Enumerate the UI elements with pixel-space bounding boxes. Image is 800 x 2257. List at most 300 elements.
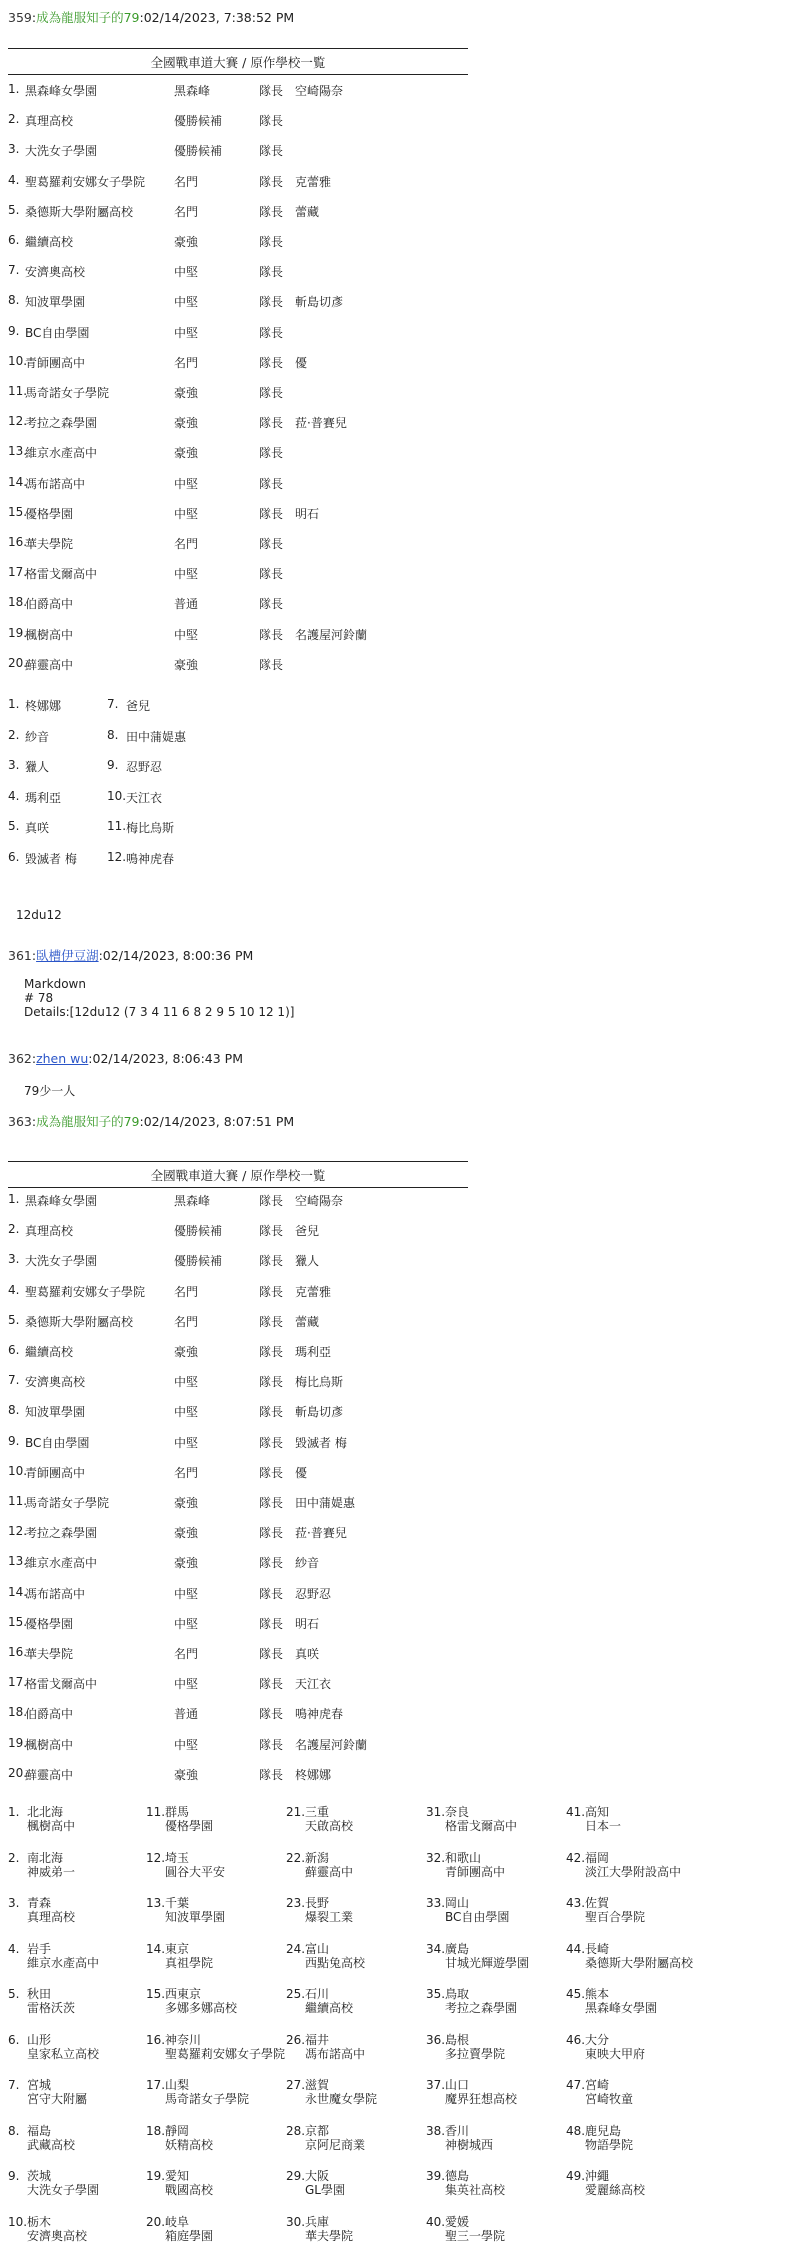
prefecture-school: 馮布諾高中 xyxy=(305,2046,366,2061)
post-time: :02/14/2023, 8:00:36 PM xyxy=(98,948,254,963)
captain-label: 隊長 xyxy=(259,1526,284,1541)
post-author[interactable]: zhen wu xyxy=(36,1051,89,1066)
row-index: 16. xyxy=(8,535,28,549)
row-index: 6. xyxy=(8,1343,20,1357)
captain-label: 隊長 xyxy=(259,537,284,551)
school-tier: 豪強 xyxy=(174,386,199,400)
prefecture-school: 永世魔女學院 xyxy=(305,2092,378,2106)
prefecture-school: 日本一 xyxy=(585,1819,622,1833)
school-name: 真理高校 xyxy=(25,114,74,129)
prefecture-index: 33. xyxy=(426,1896,446,1910)
school-tier: 優勝候補 xyxy=(174,144,223,159)
row-index: 5. xyxy=(8,202,20,217)
school-tier: 名門 xyxy=(174,204,199,219)
captain-label: 隊長 xyxy=(259,1556,284,1571)
row-index: 4. xyxy=(8,1282,20,1297)
prefecture-name: 富山 xyxy=(305,1941,330,1956)
prefecture-index: 43. xyxy=(566,1896,586,1910)
row-index: 15. xyxy=(8,504,28,519)
school-tier: 中堅 xyxy=(174,476,199,491)
prefecture-name: 香川 xyxy=(445,2123,470,2138)
captain-label: 隊長 xyxy=(259,1767,284,1782)
prefecture-index: 6. xyxy=(8,2032,20,2047)
prefecture-name: 廣島 xyxy=(445,1941,470,1956)
prefecture-index: 21. xyxy=(286,1805,306,1819)
captain-name: 優 xyxy=(295,355,308,370)
school-name: 華夫學院 xyxy=(25,537,74,551)
school-tier: 優勝候補 xyxy=(174,1224,223,1239)
prefecture-index: 23. xyxy=(286,1896,306,1910)
dice-count: # 78 xyxy=(24,991,54,1005)
post-number: 359 xyxy=(8,10,32,25)
prefecture-name: 島根 xyxy=(445,2032,470,2047)
prefecture-name: 北北海 xyxy=(27,1805,64,1819)
prefecture-name: 石川 xyxy=(305,1987,330,2001)
prefecture-index: 37. xyxy=(426,2078,446,2092)
prefecture-index: 31. xyxy=(426,1805,446,1819)
captain-name: 鳴神虎春 xyxy=(295,1707,344,1722)
post-361-header: 361:臥槽伊豆湖:02/14/2023, 8:00:36 PM xyxy=(8,948,254,963)
prefecture-school: 神樹城西 xyxy=(445,2137,494,2152)
table-2-title: 全國戰車道大賽 / 原作學校一覧 xyxy=(8,1161,468,1188)
school-tier: 豪強 xyxy=(174,1556,199,1571)
school-name: 馬奇諾女子學院 xyxy=(25,386,110,400)
prefecture-school: 武藏高校 xyxy=(27,2137,76,2152)
row-index: 14. xyxy=(8,1584,28,1599)
row-index: 10. xyxy=(8,1463,28,1478)
prefecture-index: 13. xyxy=(146,1896,166,1910)
school-tier: 中堅 xyxy=(174,627,199,642)
row-index: 20. xyxy=(8,655,28,670)
school-name: 大洗女子學園 xyxy=(25,144,98,159)
prefecture-index: 36. xyxy=(426,2032,446,2047)
row-index: 13. xyxy=(8,1554,28,1569)
prefecture-school: 安濟奧高校 xyxy=(27,2228,88,2243)
prefecture-index: 14. xyxy=(146,1941,166,1956)
prefecture-school: 天啟高校 xyxy=(305,1819,354,1833)
prefecture-school: 格雷戈爾高中 xyxy=(445,1819,518,1833)
row-index: 11. xyxy=(8,1494,28,1508)
captain-name: 爸兒 xyxy=(295,1224,320,1239)
extra-index: 3. xyxy=(8,758,20,772)
extra-name: 柊娜娜 xyxy=(25,699,62,713)
prefecture-school: 青師團高中 xyxy=(445,1864,506,1879)
school-name: 知波單學園 xyxy=(25,1405,86,1420)
school-name: 黑森峰女學園 xyxy=(25,84,98,98)
row-index: 19. xyxy=(8,1735,28,1750)
captain-label: 隊長 xyxy=(259,1707,284,1722)
school-tier: 豪強 xyxy=(174,1496,199,1510)
prefecture-name: 山形 xyxy=(27,2032,52,2047)
captain-name: 菈·普賽兒 xyxy=(295,1526,347,1541)
prefecture-name: 大阪 xyxy=(305,2169,330,2183)
captain-label: 隊長 xyxy=(259,114,284,129)
row-index: 17. xyxy=(8,565,28,580)
school-tier: 名門 xyxy=(174,1284,199,1299)
school-tier: 中堅 xyxy=(174,1375,199,1390)
school-tier: 優勝候補 xyxy=(174,114,223,129)
school-name: 黑森峰女學園 xyxy=(25,1194,98,1208)
prefecture-school: 聖葛羅莉安娜女子學院 xyxy=(165,2046,286,2061)
extra-name: 紗音 xyxy=(25,729,50,744)
school-tier: 豪強 xyxy=(174,1345,199,1359)
school-name: 伯爵高中 xyxy=(25,597,74,612)
prefecture-index: 16. xyxy=(146,2032,166,2047)
prefecture-name: 愛媛 xyxy=(445,2214,470,2229)
prefecture-school: 甘城光輝遊學園 xyxy=(445,1955,530,1970)
prefecture-index: 8. xyxy=(8,2123,20,2138)
prefecture-index: 11. xyxy=(146,1805,166,1819)
extra-name: 梅比烏斯 xyxy=(126,821,175,835)
row-index: 13. xyxy=(8,444,28,459)
prefecture-name: 德島 xyxy=(445,2169,470,2183)
extra-index: 1. xyxy=(8,697,20,711)
school-tier: 名門 xyxy=(174,537,199,551)
prefecture-index: 40. xyxy=(426,2214,446,2229)
captain-label: 隊長 xyxy=(259,1194,284,1208)
prefecture-index: 47. xyxy=(566,2078,586,2092)
post-time: :02/14/2023, 7:38:52 PM xyxy=(139,10,295,25)
captain-name: 空崎陽奈 xyxy=(295,1194,344,1208)
prefecture-name: 長野 xyxy=(305,1896,330,1910)
dice-format: Markdown xyxy=(24,977,86,991)
captain-label: 隊長 xyxy=(259,1405,284,1420)
prefecture-name: 奈良 xyxy=(445,1805,470,1819)
prefecture-name: 群馬 xyxy=(165,1805,190,1819)
dice-details: Details:[12du12 (7 3 4 11 6 8 2 9 5 10 12 1)] xyxy=(24,1005,295,1019)
captain-name: 名護屋河鈴蘭 xyxy=(295,1737,368,1752)
captain-name: 明石 xyxy=(295,506,320,521)
extra-name: 毀滅者 梅 xyxy=(25,851,77,866)
captain-label: 隊長 xyxy=(259,1647,284,1661)
school-name: 伯爵高中 xyxy=(25,1707,74,1722)
prefecture-name: 山梨 xyxy=(165,2078,190,2092)
captain-name: 天江衣 xyxy=(295,1677,332,1692)
school-name: 聖葛羅莉安娜女子學院 xyxy=(25,174,146,189)
school-tier: 豪強 xyxy=(174,446,199,461)
school-tier: 中堅 xyxy=(174,1435,199,1450)
row-index: 16. xyxy=(8,1645,28,1659)
prefecture-index: 10. xyxy=(8,2214,28,2229)
school-tier: 普通 xyxy=(174,597,199,612)
school-name: BC自由學園 xyxy=(25,1435,90,1450)
captain-label: 隊長 xyxy=(259,265,284,280)
prefecture-school: 真祖學院 xyxy=(165,1955,214,1970)
school-tier: 中堅 xyxy=(174,1737,199,1752)
extra-index: 7. xyxy=(107,697,119,711)
school-name: 格雷戈爾高中 xyxy=(25,1677,98,1692)
school-name: 考拉之森學園 xyxy=(25,416,98,431)
school-tier: 名門 xyxy=(174,1647,199,1661)
prefecture-index: 38. xyxy=(426,2123,446,2138)
prefecture-index: 24. xyxy=(286,1941,306,1956)
prefecture-school: 雷格沃茨 xyxy=(27,2001,76,2015)
row-index: 9. xyxy=(8,323,20,338)
prefecture-name: 滋賀 xyxy=(305,2078,330,2092)
prefecture-name: 埼玉 xyxy=(165,1850,190,1865)
prefecture-index: 2. xyxy=(8,1850,20,1865)
school-name: 考拉之森學園 xyxy=(25,1526,98,1541)
prefecture-school: 東映大甲府 xyxy=(585,2046,646,2061)
captain-label: 隊長 xyxy=(259,1435,284,1450)
school-tier: 豪強 xyxy=(174,416,199,431)
prefecture-name: 京都 xyxy=(305,2123,330,2138)
row-index: 1. xyxy=(8,1192,20,1206)
captain-label: 隊長 xyxy=(259,1345,284,1359)
school-tier: 中堅 xyxy=(174,506,199,521)
school-name: 桑德斯大學附屬高校 xyxy=(25,204,134,219)
prefecture-name: 愛知 xyxy=(165,2169,190,2183)
school-name: 維京水產高中 xyxy=(25,446,98,461)
prefecture-name: 鳥取 xyxy=(445,1987,470,2001)
post-number: 362 xyxy=(8,1051,32,1066)
row-index: 9. xyxy=(8,1433,20,1448)
prefecture-index: 26. xyxy=(286,2032,306,2047)
prefecture-index: 32. xyxy=(426,1850,446,1865)
prefecture-index: 19. xyxy=(146,2169,166,2183)
extra-name: 田中蒲媞惠 xyxy=(126,729,187,744)
prefecture-index: 5. xyxy=(8,1987,20,2001)
captain-name: 真咲 xyxy=(295,1647,320,1661)
post-362-body: 79少一人 xyxy=(24,1084,76,1098)
captain-label: 隊長 xyxy=(259,506,284,521)
school-name: 安濟奧高校 xyxy=(25,265,86,280)
extra-index: 5. xyxy=(8,819,20,833)
prefecture-school: 魔界狂想高校 xyxy=(445,2092,518,2106)
prefecture-index: 28. xyxy=(286,2123,306,2138)
captain-label: 隊長 xyxy=(259,476,284,491)
post-author[interactable]: 臥槽伊豆湖 xyxy=(36,948,99,963)
school-tier: 中堅 xyxy=(174,265,199,280)
prefecture-index: 41. xyxy=(566,1805,586,1819)
school-tier: 中堅 xyxy=(174,1586,199,1601)
school-tier: 名門 xyxy=(174,174,199,189)
row-index: 19. xyxy=(8,625,28,640)
prefecture-school: 桑德斯大學附屬高校 xyxy=(585,1955,694,1970)
prefecture-school: 黑森峰女學園 xyxy=(585,2001,658,2015)
school-name: BC自由學園 xyxy=(25,325,90,340)
school-name: 華夫學院 xyxy=(25,1647,74,1661)
school-name: 青師團高中 xyxy=(25,1465,86,1480)
captain-label: 隊長 xyxy=(259,1677,284,1692)
prefecture-index: 42. xyxy=(566,1850,586,1865)
extra-name: 天江衣 xyxy=(126,790,163,805)
captain-name: 紗音 xyxy=(295,1556,320,1571)
captain-name: 克蕾雅 xyxy=(295,174,332,189)
extra-name: 忍野忍 xyxy=(126,760,163,774)
school-name: 繼續高校 xyxy=(25,1345,74,1359)
row-index: 10. xyxy=(8,353,28,368)
school-name: 格雷戈爾高中 xyxy=(25,567,98,582)
school-name: 楓樹高中 xyxy=(25,627,74,642)
prefecture-school: 物語學院 xyxy=(585,2137,634,2152)
school-tier: 中堅 xyxy=(174,295,199,310)
captain-name: 梅比烏斯 xyxy=(295,1375,344,1390)
post-author[interactable]: 成為龍服知子的79 xyxy=(36,1114,140,1129)
extra-index: 12. xyxy=(107,849,127,864)
captain-name: 柊娜娜 xyxy=(295,1767,332,1782)
prefecture-name: 鹿兒島 xyxy=(585,2123,622,2138)
captain-label: 隊長 xyxy=(259,1465,284,1480)
prefecture-school: 戰國高校 xyxy=(165,2183,214,2197)
row-index: 2. xyxy=(8,112,20,127)
prefecture-index: 17. xyxy=(146,2078,166,2092)
prefecture-school: 知波單學園 xyxy=(165,1910,226,1924)
post-363-header: 363:成為龍服知子的79:02/14/2023, 8:07:51 PM xyxy=(8,1114,295,1129)
prefecture-school: GL學園 xyxy=(305,2183,345,2197)
post-359-header: 359:成為龍服知子的79:02/14/2023, 7:38:52 PM xyxy=(8,10,295,25)
prefecture-name: 千葉 xyxy=(165,1896,190,1910)
captain-label: 隊長 xyxy=(259,1586,284,1601)
school-name: 真理高校 xyxy=(25,1224,74,1239)
school-tier: 中堅 xyxy=(174,1616,199,1631)
prefecture-index: 12. xyxy=(146,1850,166,1865)
prefecture-index: 1. xyxy=(8,1805,20,1819)
prefecture-school: 楓樹高中 xyxy=(27,1819,76,1833)
row-index: 11. xyxy=(8,384,28,398)
prefecture-index: 18. xyxy=(146,2123,166,2138)
school-tier: 黑森峰 xyxy=(174,1194,211,1208)
prefecture-name: 福岡 xyxy=(585,1850,610,1865)
school-name: 馬奇諾女子學院 xyxy=(25,1496,110,1510)
prefecture-school: 宮守大附屬 xyxy=(27,2092,88,2106)
prefecture-name: 熊本 xyxy=(585,1987,610,2001)
prefecture-school: 圓谷大平安 xyxy=(165,1864,226,1879)
captain-name: 蕾藏 xyxy=(295,204,320,219)
prefecture-school: 維京水產高中 xyxy=(27,1955,100,1970)
captain-name: 菈·普賽兒 xyxy=(295,416,347,431)
school-tier: 豪強 xyxy=(174,1767,199,1782)
row-index: 15. xyxy=(8,1614,28,1629)
school-name: 馮布諾高中 xyxy=(25,1586,86,1601)
post-number: 361 xyxy=(8,948,32,963)
row-index: 3. xyxy=(8,142,20,157)
prefecture-school: 華夫學院 xyxy=(305,2228,354,2243)
prefecture-index: 48. xyxy=(566,2123,586,2138)
row-index: 17. xyxy=(8,1675,28,1690)
row-index: 5. xyxy=(8,1312,20,1327)
captain-label: 隊長 xyxy=(259,416,284,431)
prefecture-index: 34. xyxy=(426,1941,446,1956)
prefecture-name: 東京 xyxy=(165,1941,190,1956)
prefecture-school: 蘚靈高中 xyxy=(305,1864,354,1879)
school-tier: 中堅 xyxy=(174,567,199,582)
extra-name: 瑪利亞 xyxy=(25,790,62,805)
extra-index: 6. xyxy=(8,849,20,864)
captain-label: 隊長 xyxy=(259,567,284,582)
prefecture-index: 25. xyxy=(286,1987,306,2001)
row-index: 18. xyxy=(8,595,28,610)
school-tier: 普通 xyxy=(174,1707,199,1722)
prefecture-index: 39. xyxy=(426,2169,446,2183)
school-tier: 名門 xyxy=(174,1465,199,1480)
prefecture-name: 沖繩 xyxy=(585,2169,610,2183)
post-time: :02/14/2023, 8:06:43 PM xyxy=(88,1051,243,1066)
captain-name: 毀滅者 梅 xyxy=(295,1435,347,1450)
prefecture-school: 神威弟一 xyxy=(27,1864,76,1879)
post-author[interactable]: 成為龍服知子的79 xyxy=(36,10,140,25)
prefecture-index: 49. xyxy=(566,2169,586,2183)
school-tier: 名門 xyxy=(174,355,199,370)
extra-index: 9. xyxy=(107,758,119,772)
captain-label: 隊長 xyxy=(259,1496,284,1510)
prefecture-school: 皇家私立高校 xyxy=(27,2046,100,2061)
school-name: 楓樹高中 xyxy=(25,1737,74,1752)
captain-name: 獵人 xyxy=(295,1254,320,1269)
row-index: 7. xyxy=(8,263,20,278)
captain-label: 隊長 xyxy=(259,1737,284,1752)
prefecture-name: 長崎 xyxy=(585,1941,610,1956)
prefecture-index: 29. xyxy=(286,2169,306,2183)
captain-label: 隊長 xyxy=(259,204,284,219)
prefecture-index: 30. xyxy=(286,2214,306,2229)
captain-label: 隊長 xyxy=(259,1224,284,1239)
school-name: 蘚靈高中 xyxy=(25,1767,74,1782)
prefecture-name: 岡山 xyxy=(445,1896,470,1910)
prefecture-school: 馬奇諾女子學院 xyxy=(165,2092,250,2106)
prefecture-name: 靜岡 xyxy=(165,2123,190,2138)
captain-label: 隊長 xyxy=(259,657,284,672)
prefecture-school: 箱庭學園 xyxy=(165,2228,214,2243)
school-tier: 優勝候補 xyxy=(174,1254,223,1269)
prefecture-name: 三重 xyxy=(305,1805,330,1819)
prefecture-school: 淡江大學附設高中 xyxy=(585,1864,682,1879)
school-tier: 黑森峰 xyxy=(174,84,211,98)
prefecture-name: 宮城 xyxy=(27,2078,52,2092)
prefecture-index: 20. xyxy=(146,2214,166,2229)
extra-name: 爸兒 xyxy=(126,699,151,713)
prefecture-name: 兵庫 xyxy=(305,2214,330,2229)
prefecture-index: 3. xyxy=(8,1896,20,1910)
captain-name: 忍野忍 xyxy=(295,1586,332,1601)
post-number: 363 xyxy=(8,1114,32,1129)
extra-name: 獵人 xyxy=(25,760,50,774)
captain-label: 隊長 xyxy=(259,1284,284,1299)
captain-label: 隊長 xyxy=(259,144,284,159)
prefecture-index: 44. xyxy=(566,1941,586,1956)
captain-name: 田中蒲媞惠 xyxy=(295,1496,356,1510)
row-index: 12. xyxy=(8,414,28,429)
extra-index: 8. xyxy=(107,727,119,742)
prefecture-school: 繼續高校 xyxy=(305,2001,354,2015)
school-tier: 豪強 xyxy=(174,657,199,672)
row-index: 18. xyxy=(8,1705,28,1720)
extra-name: 真咲 xyxy=(25,821,50,835)
prefecture-name: 南北海 xyxy=(27,1850,64,1865)
prefecture-name: 岩手 xyxy=(27,1941,52,1956)
captain-label: 隊長 xyxy=(259,386,284,400)
prefecture-name: 秋田 xyxy=(27,1987,52,2001)
school-name: 聖葛羅莉安娜女子學院 xyxy=(25,1284,146,1299)
prefecture-name: 神奈川 xyxy=(165,2032,202,2047)
prefecture-index: 15. xyxy=(146,1987,166,2001)
school-name: 青師團高中 xyxy=(25,355,86,370)
school-name: 蘚靈高中 xyxy=(25,657,74,672)
prefecture-name: 西東京 xyxy=(165,1987,202,2001)
prefecture-school: 多拉賣學院 xyxy=(445,2046,506,2061)
school-tier: 中堅 xyxy=(174,1677,199,1692)
prefecture-school: 聖百合學院 xyxy=(585,1910,646,1924)
captain-label: 隊長 xyxy=(259,1314,284,1329)
row-index: 20. xyxy=(8,1765,28,1780)
captain-label: 隊長 xyxy=(259,295,284,310)
school-tier: 中堅 xyxy=(174,325,199,340)
row-index: 3. xyxy=(8,1252,20,1267)
school-name: 知波單學園 xyxy=(25,295,86,310)
captain-name: 斬島切彥 xyxy=(295,295,344,310)
prefecture-index: 9. xyxy=(8,2169,20,2183)
school-name: 桑德斯大學附屬高校 xyxy=(25,1314,134,1329)
